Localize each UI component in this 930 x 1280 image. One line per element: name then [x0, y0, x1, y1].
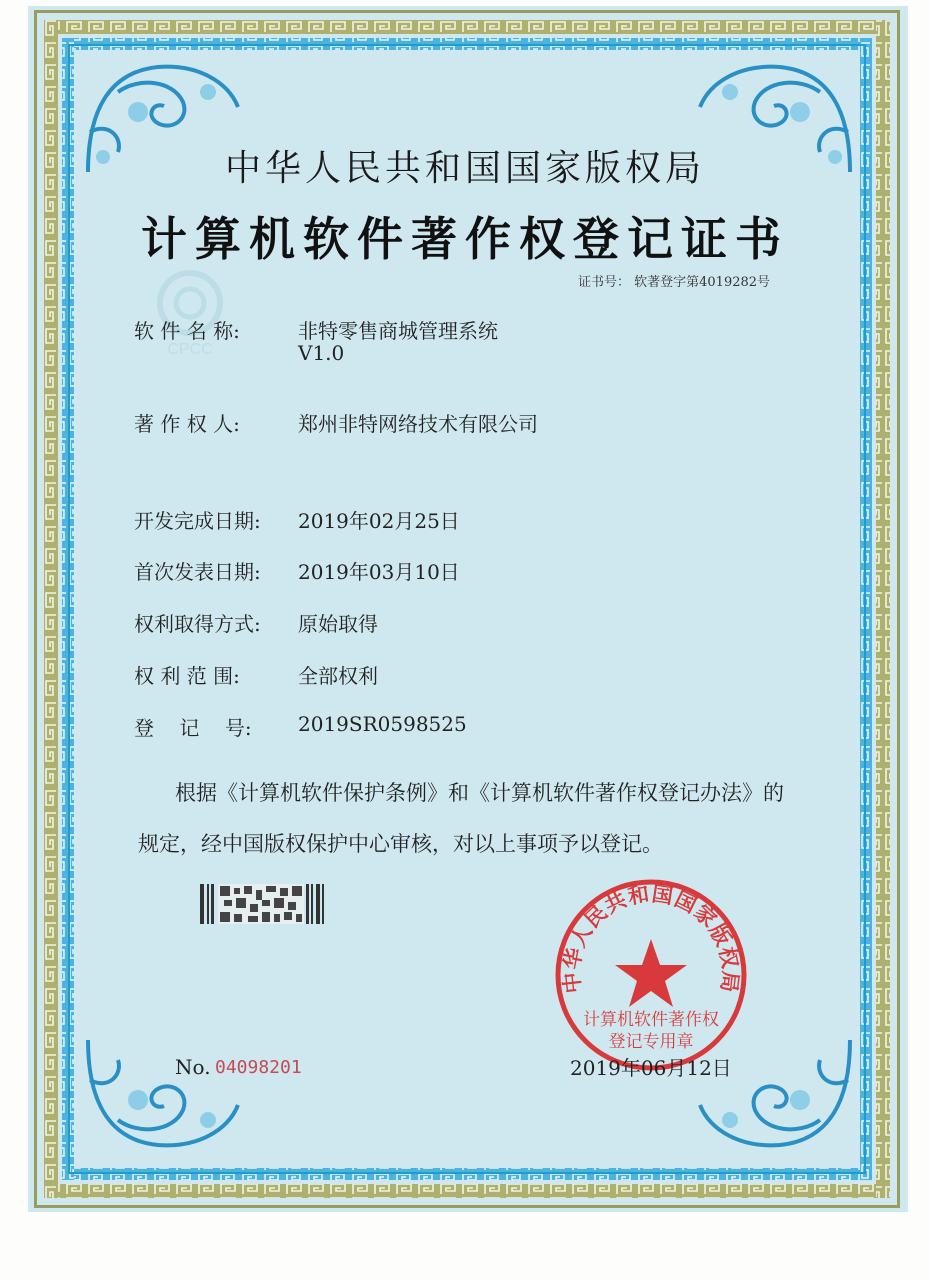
- field-label-registration-no: 登 记 号:: [134, 716, 252, 740]
- field-label-rights-scope: 权 利 范 围:: [134, 664, 240, 688]
- field-value-software-version: V1.0: [298, 341, 345, 365]
- field-value-completion-date: 2019年02月25日: [298, 509, 460, 533]
- serial-no-value: 04098201: [215, 1057, 302, 1078]
- field-value-acquisition: 原始取得: [298, 612, 378, 636]
- issue-date: 2019年06月12日: [570, 1056, 732, 1080]
- field-value-publish-date: 2019年03月10日: [298, 560, 460, 584]
- svg-text:计算机软件著作权: 计算机软件著作权: [583, 1010, 719, 1030]
- statement-line-2: 规定，经中国版权保护中心审核，对以上事项予以登记。: [138, 832, 663, 856]
- field-label-publish-date: 首次发表日期:: [134, 560, 261, 584]
- field-value-registration-no: 2019SR0598525: [298, 712, 467, 736]
- field-label-software-name: 软 件 名 称:: [134, 319, 240, 343]
- serial-no-label: No.: [175, 1055, 211, 1079]
- field-label-completion-date: 开发完成日期:: [134, 509, 261, 533]
- issuer-heading: 中华人民共和国国家版权局: [224, 148, 705, 189]
- field-label-copyright-owner: 著 作 权 人:: [134, 412, 240, 436]
- official-seal: [553, 877, 749, 1073]
- svg-text:CPCC: CPCC: [167, 341, 213, 358]
- svg-text:中华人民共和国国家版权局: 中华人民共和国国家版权局: [558, 880, 744, 995]
- barcode: [200, 882, 326, 926]
- field-value-software-name: 非特零售商城管理系统: [298, 319, 498, 343]
- field-value-rights-scope: 全部权利: [298, 664, 378, 688]
- field-label-acquisition: 权利取得方式:: [134, 612, 261, 636]
- corner-ornament-bottom-left: [78, 1030, 248, 1160]
- statement-line-1: 根据《计算机软件保护条例》和《计算机软件著作权登记办法》的: [175, 781, 784, 805]
- field-value-copyright-owner: 郑州非特网络技术有限公司: [298, 412, 538, 436]
- seal-star-icon: [615, 939, 687, 1007]
- svg-text:登记专用章: 登记专用章: [608, 1032, 694, 1052]
- certificate-number: 证书号： 软著登字第4019282号: [578, 275, 771, 290]
- certificate-title: 计算机软件著作权登记证书: [141, 212, 789, 266]
